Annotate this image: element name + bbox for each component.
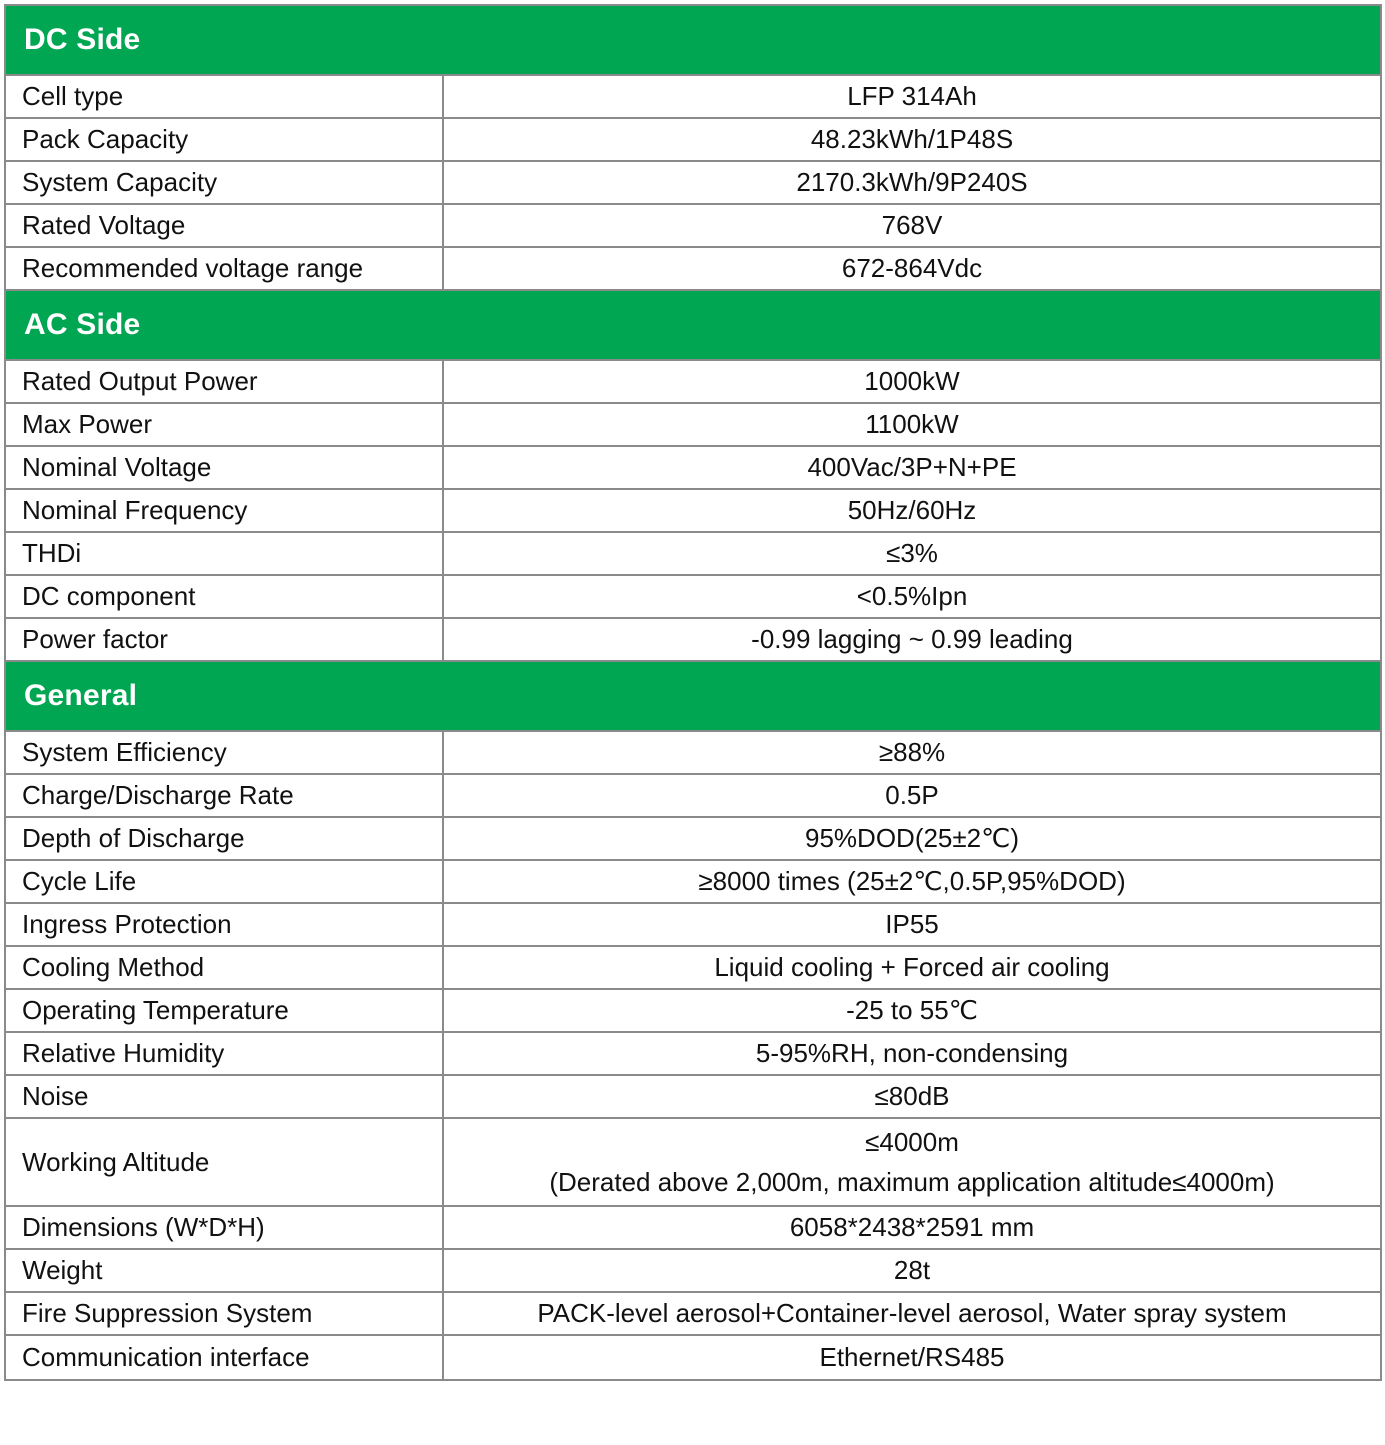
section-header-ac-side [6,291,1380,361]
table-row [6,1033,1380,1076]
spec-label: Power factor [6,619,444,660]
table-row [6,1207,1380,1250]
specification-table [4,4,1382,1381]
spec-value: 768V [881,210,943,241]
spec-label: Cooling Method [6,947,444,988]
spec-value: IP55 [885,909,939,940]
spec-value: LFP 314Ah [847,81,977,112]
table-row [6,732,1380,775]
spec-label: Recommended voltage range [6,248,444,289]
section-title: AC Side [24,308,141,341]
spec-value: Ethernet/RS485 [819,1342,1005,1373]
spec-value: 1000kW [864,366,960,397]
spec-label: Communication interface [6,1336,444,1379]
spec-label: Cell type [6,76,444,117]
table-row [6,490,1380,533]
spec-label: System Capacity [6,162,444,203]
spec-value: 0.5P [885,780,939,811]
table-row [6,818,1380,861]
spec-label: Max Power [6,404,444,445]
spec-value: -25 to 55℃ [846,995,978,1026]
section-header-dc-side [6,6,1380,76]
table-row [6,861,1380,904]
spec-label: Working Altitude [6,1119,444,1205]
spec-label: Ingress Protection [6,904,444,945]
table-row [6,162,1380,205]
spec-value: 48.23kWh/1P48S [810,124,1014,155]
table-row-working-altitude [6,1119,1380,1207]
table-row [6,576,1380,619]
spec-label: Cycle Life [6,861,444,902]
spec-value-line-2: (Derated above 2,000m, maximum application altitude≤4000m) [549,1167,1275,1197]
spec-value: 400Vac/3P+N+PE [807,452,1017,483]
spec-label: Rated Voltage [6,205,444,246]
table-row [6,119,1380,162]
spec-value: 6058*2438*2591 mm [789,1212,1035,1243]
table-row [6,1336,1380,1379]
spec-value: PACK-level aerosol+Container-level aerosol, Water spray system [537,1298,1287,1329]
spec-value-line-1: ≤4000m [865,1126,959,1157]
table-row [6,1293,1380,1336]
spec-label: Pack Capacity [6,119,444,160]
table-row [6,533,1380,576]
spec-label: Charge/Discharge Rate [6,775,444,816]
spec-value: 5-95%RH, non-condensing [755,1038,1069,1069]
spec-value: ≥88% [878,737,946,768]
table-row [6,361,1380,404]
spec-label: DC component [6,576,444,617]
spec-value: <0.5%Ipn [856,581,968,612]
table-row [6,447,1380,490]
table-row [6,947,1380,990]
table-row [6,775,1380,818]
spec-label: Dimensions (W*D*H) [6,1207,444,1248]
spec-label: Relative Humidity [6,1033,444,1074]
spec-label: Nominal Frequency [6,490,444,531]
spec-value: 95%DOD(25±2℃) [805,823,1019,854]
table-row [6,404,1380,447]
spec-label: Rated Output Power [6,361,444,402]
spec-value: -0.99 lagging ~ 0.99 leading [751,624,1073,655]
spec-label: Depth of Discharge [6,818,444,859]
table-row [6,619,1380,662]
spec-value: ≤3% [886,538,938,569]
spec-label: Nominal Voltage [6,447,444,488]
spec-label: System Efficiency [6,732,444,773]
spec-value: 50Hz/60Hz [847,495,977,526]
table-row [6,990,1380,1033]
section-title: DC Side [24,23,141,56]
spec-value: ≤80dB [874,1081,950,1112]
section-title: General [24,679,138,712]
table-row [6,248,1380,291]
spec-label: Fire Suppression System [6,1293,444,1334]
section-dc-side [6,6,1380,291]
spec-value: 28t [893,1255,931,1286]
spec-label: Weight [6,1250,444,1291]
spec-value: 672-864Vdc [841,253,983,284]
spec-label: THDi [6,533,444,574]
spec-value: Liquid cooling + Forced air cooling [714,952,1110,983]
table-row [6,1076,1380,1119]
spec-value [444,1119,1380,1205]
section-general [6,662,1380,1379]
spec-value: ≥8000 times (25±2℃,0.5P,95%DOD) [698,866,1126,897]
spec-label: Operating Temperature [6,990,444,1031]
table-row [6,205,1380,248]
spec-value: 2170.3kWh/9P240S [796,167,1028,198]
section-header-general [6,662,1380,732]
table-row [6,76,1380,119]
spec-value: 1100kW [865,409,959,440]
table-row [6,1250,1380,1293]
table-row [6,904,1380,947]
spec-label: Noise [6,1076,444,1117]
section-ac-side [6,291,1380,662]
